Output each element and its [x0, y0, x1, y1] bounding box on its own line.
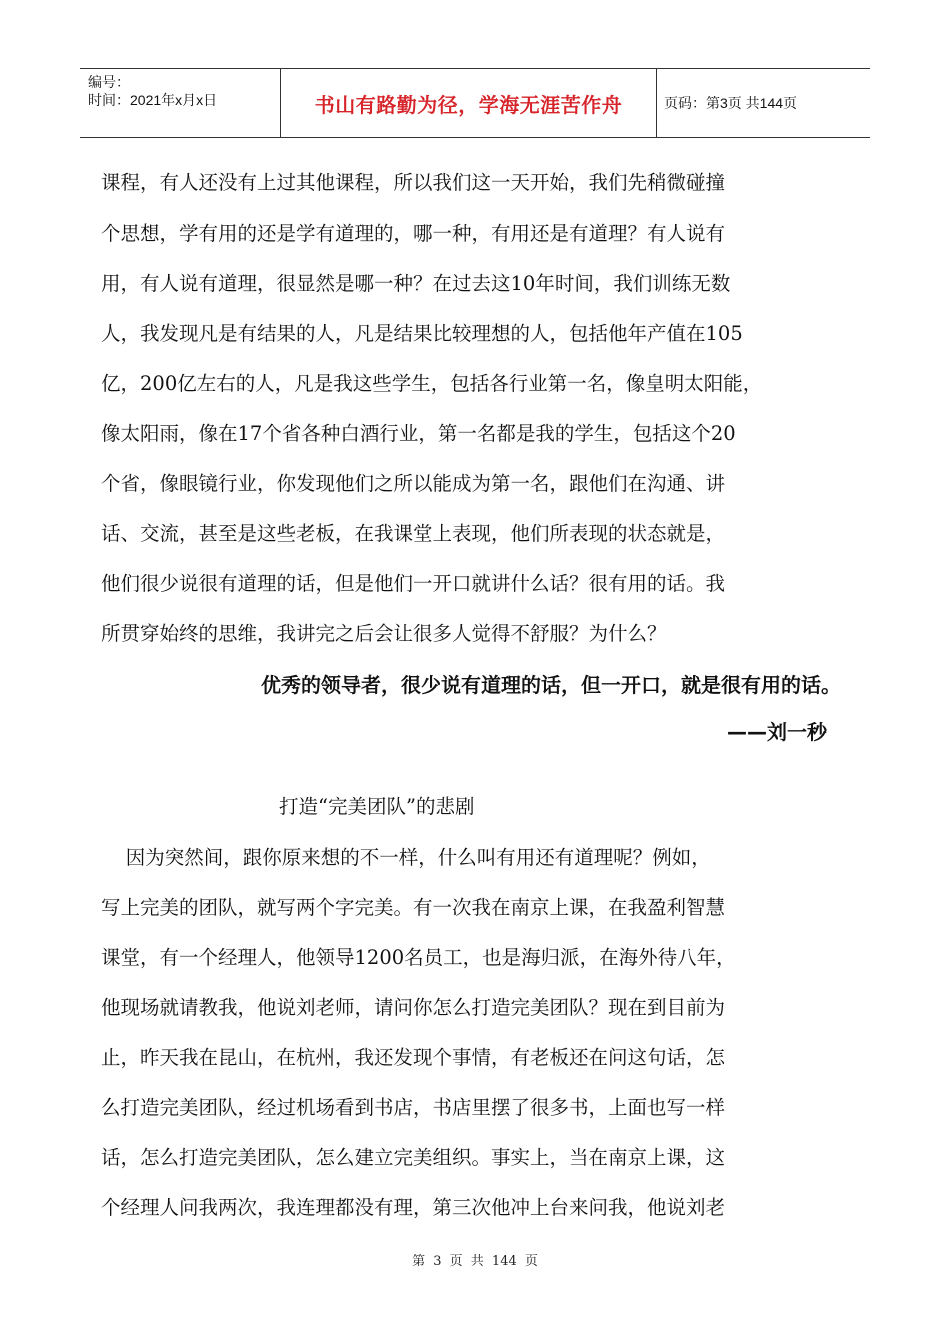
paragraph-line: 他们很少说很有道理的话，但是他们一开口就讲什么话？很有用的话。我 — [101, 572, 726, 595]
paragraph-line: 话，怎么打造完美团队，怎么建立完美组织。事实上，当在南京上课，这 — [101, 1146, 726, 1169]
paragraph-line: 人，我发现凡是有结果的人，凡是结果比较理想的人，包括他年产值在105 — [101, 322, 743, 345]
paragraph-line: 亿，200亿左右的人，凡是我这些学生，包括各行业第一名，像皇明太阳能， — [101, 372, 763, 395]
header-divider — [656, 69, 657, 137]
page-header — [80, 68, 870, 138]
paragraph-line: 他现场就请教我，他说刘老师，请问你怎么打造完美团队？现在到目前为 — [101, 996, 726, 1019]
quote-author: ——刘一秒 — [727, 720, 827, 744]
header-meta — [88, 73, 278, 109]
paragraph-line: 因为突然间，跟你原来想的不一样，什么叫有用还有道理呢？例如， — [101, 846, 711, 869]
time-label: 时间：2021年x月x日 — [88, 92, 218, 108]
paragraph-line: 所贯穿始终的思维，我讲完之后会让很多人觉得不舒服？为什么？ — [101, 622, 667, 645]
page-footer: 第 3 页 共 144 页 — [412, 1254, 538, 1269]
header-page-info: 页码：第3页 共144页 — [664, 95, 798, 111]
paragraph-line: 止，昨天我在昆山，在杭州，我还发现个事情，有老板还在问这句话，怎 — [101, 1046, 726, 1069]
serial-number-label: 编号： — [88, 74, 130, 90]
paragraph-line: 个思想，学有用的还是学有道理的，哪一种，有用还是有道理？有人说有 — [101, 222, 726, 245]
paragraph-line: 话、交流，甚至是这些老板，在我课堂上表现，他们所表现的状态就是， — [101, 522, 726, 545]
paragraph-line: 课程，有人还没有上过其他课程，所以我们这一天开始，我们先稍微碰撞 — [101, 171, 726, 194]
paragraph-line: 么打造完美团队，经过机场看到书店，书店里摆了很多书，上面也写一样 — [101, 1096, 726, 1119]
paragraph-line: 像太阳雨，像在17个省各种白酒行业，第一名都是我的学生，包括这个20 — [101, 422, 736, 445]
quote-text: 优秀的领导者，很少说有道理的话，但一开口，就是很有用的话。 — [261, 673, 841, 697]
paragraph-line: 用，有人说有道理，很显然是哪一种？在过去这10年时间，我们训练无数 — [101, 272, 731, 295]
paragraph-line: 个省，像眼镜行业，你发现他们之所以能成为第一名，跟他们在沟通、讲 — [101, 472, 726, 495]
section-title: 打造“完美团队”的悲剧 — [279, 795, 475, 818]
header-motto: 书山有路勤为径，学海无涯苦作舟 — [314, 94, 623, 117]
paragraph-line: 课堂，有一个经理人，他领导1200名员工，也是海归派，在海外待八年， — [101, 946, 736, 969]
paragraph-line: 写上完美的团队，就写两个字完美。有一次我在南京上课，在我盈利智慧 — [101, 896, 726, 919]
paragraph-line: 个经理人问我两次，我连理都没有理，第三次他冲上台来问我，他说刘老 — [101, 1196, 726, 1219]
